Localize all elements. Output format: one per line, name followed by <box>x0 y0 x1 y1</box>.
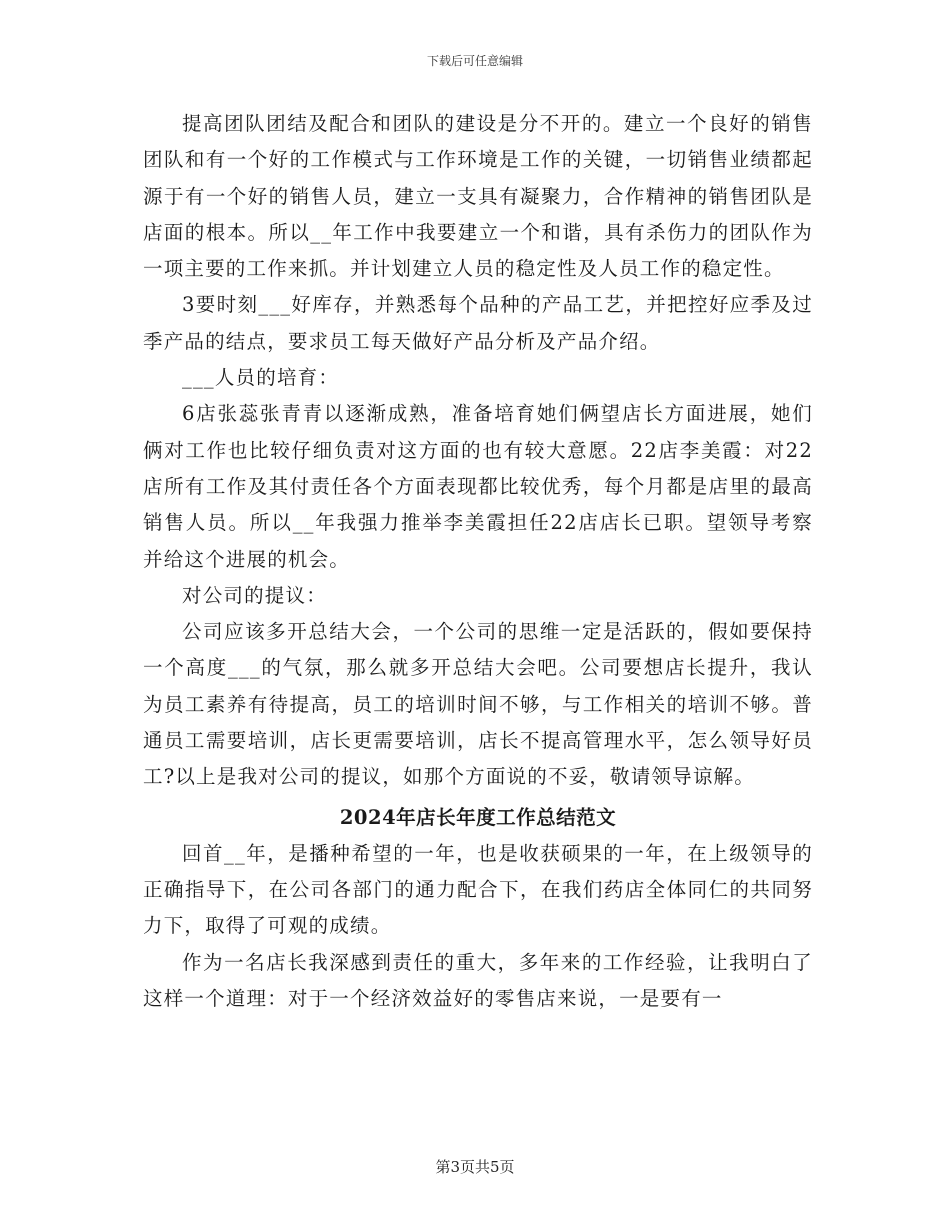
document-body <box>143 106 813 1017</box>
paragraph-manager-duty: 作为一名店长我深感到责任的重大，多年来的工作经验，让我明白了这样一个道理：对于一个经济效益好的零售店来说，一是要有一 <box>143 950 813 1010</box>
paragraph-staff-training-heading: ___人员的培育： <box>182 366 340 390</box>
page-number-footer: 第3页共5页 <box>435 1158 515 1176</box>
section-title: 2024年店长年度工作总结范文 <box>339 805 617 829</box>
paragraph-staff-training: 6店张蕊张青青以逐渐成熟，准备培育她们俩望店长方面进展，她们俩对工作也比较仔细负责对这方面的也有较大意愿。22店李美霞：对22店所有工作及其付责任各个方面表现都比较优秀，每个月都是店里的最高销售人员。所以__年我强力推举李美霞担任22店店长已职。望领导考察并给这个进展的机会。 <box>143 402 813 571</box>
paragraph-suggestions-heading: 对公司的提议： <box>182 583 327 607</box>
paragraph-inventory: 3要时刻___好库存，并熟悉每个品种的产品工艺，并把控好应季及过季产品的结点，要求员工每天做好产品分析及产品介绍。 <box>143 293 813 353</box>
paragraph-review: 回首__年，是播种希望的一年，也是收获硕果的一年，在上级领导的正确指导下，在公司各部门的通力配合下，在我们药店全体同仁的共同努力下，取得了可观的成绩。 <box>143 841 813 938</box>
paragraph-team-building: 提高团队团结及配合和团队的建设是分不开的。建立一个良好的销售团队和有一个好的工作模式与工作环境是工作的关键，一切销售业绩都起源于有一个好的销售人员，建立一支具有凝聚力，合作精神的销售团队是店面的根本。所以__年工作中我要建立一个和谐，具有杀伤力的团队作为一项主要的工作来抓。并计划建立人员的稳定性及人员工作的稳定性。 <box>143 112 813 281</box>
page-header-note: 下载后可任意编辑 <box>426 54 523 68</box>
paragraph-suggestions: 公司应该多开总结大会，一个公司的思维一定是活跃的，假如要保持一个高度___的气氛，那么就多开总结大会吧。公司要想店长提升，我认为员工素养有待提高，员工的培训时间不够，与工作相关的培训不够。普通员工需要培训，店长更需要培训，店长不提高管理水平，怎么领导好员工?以上是我对公司的提议，如那个方面说的不妥，敬请领导谅解。 <box>143 620 813 789</box>
